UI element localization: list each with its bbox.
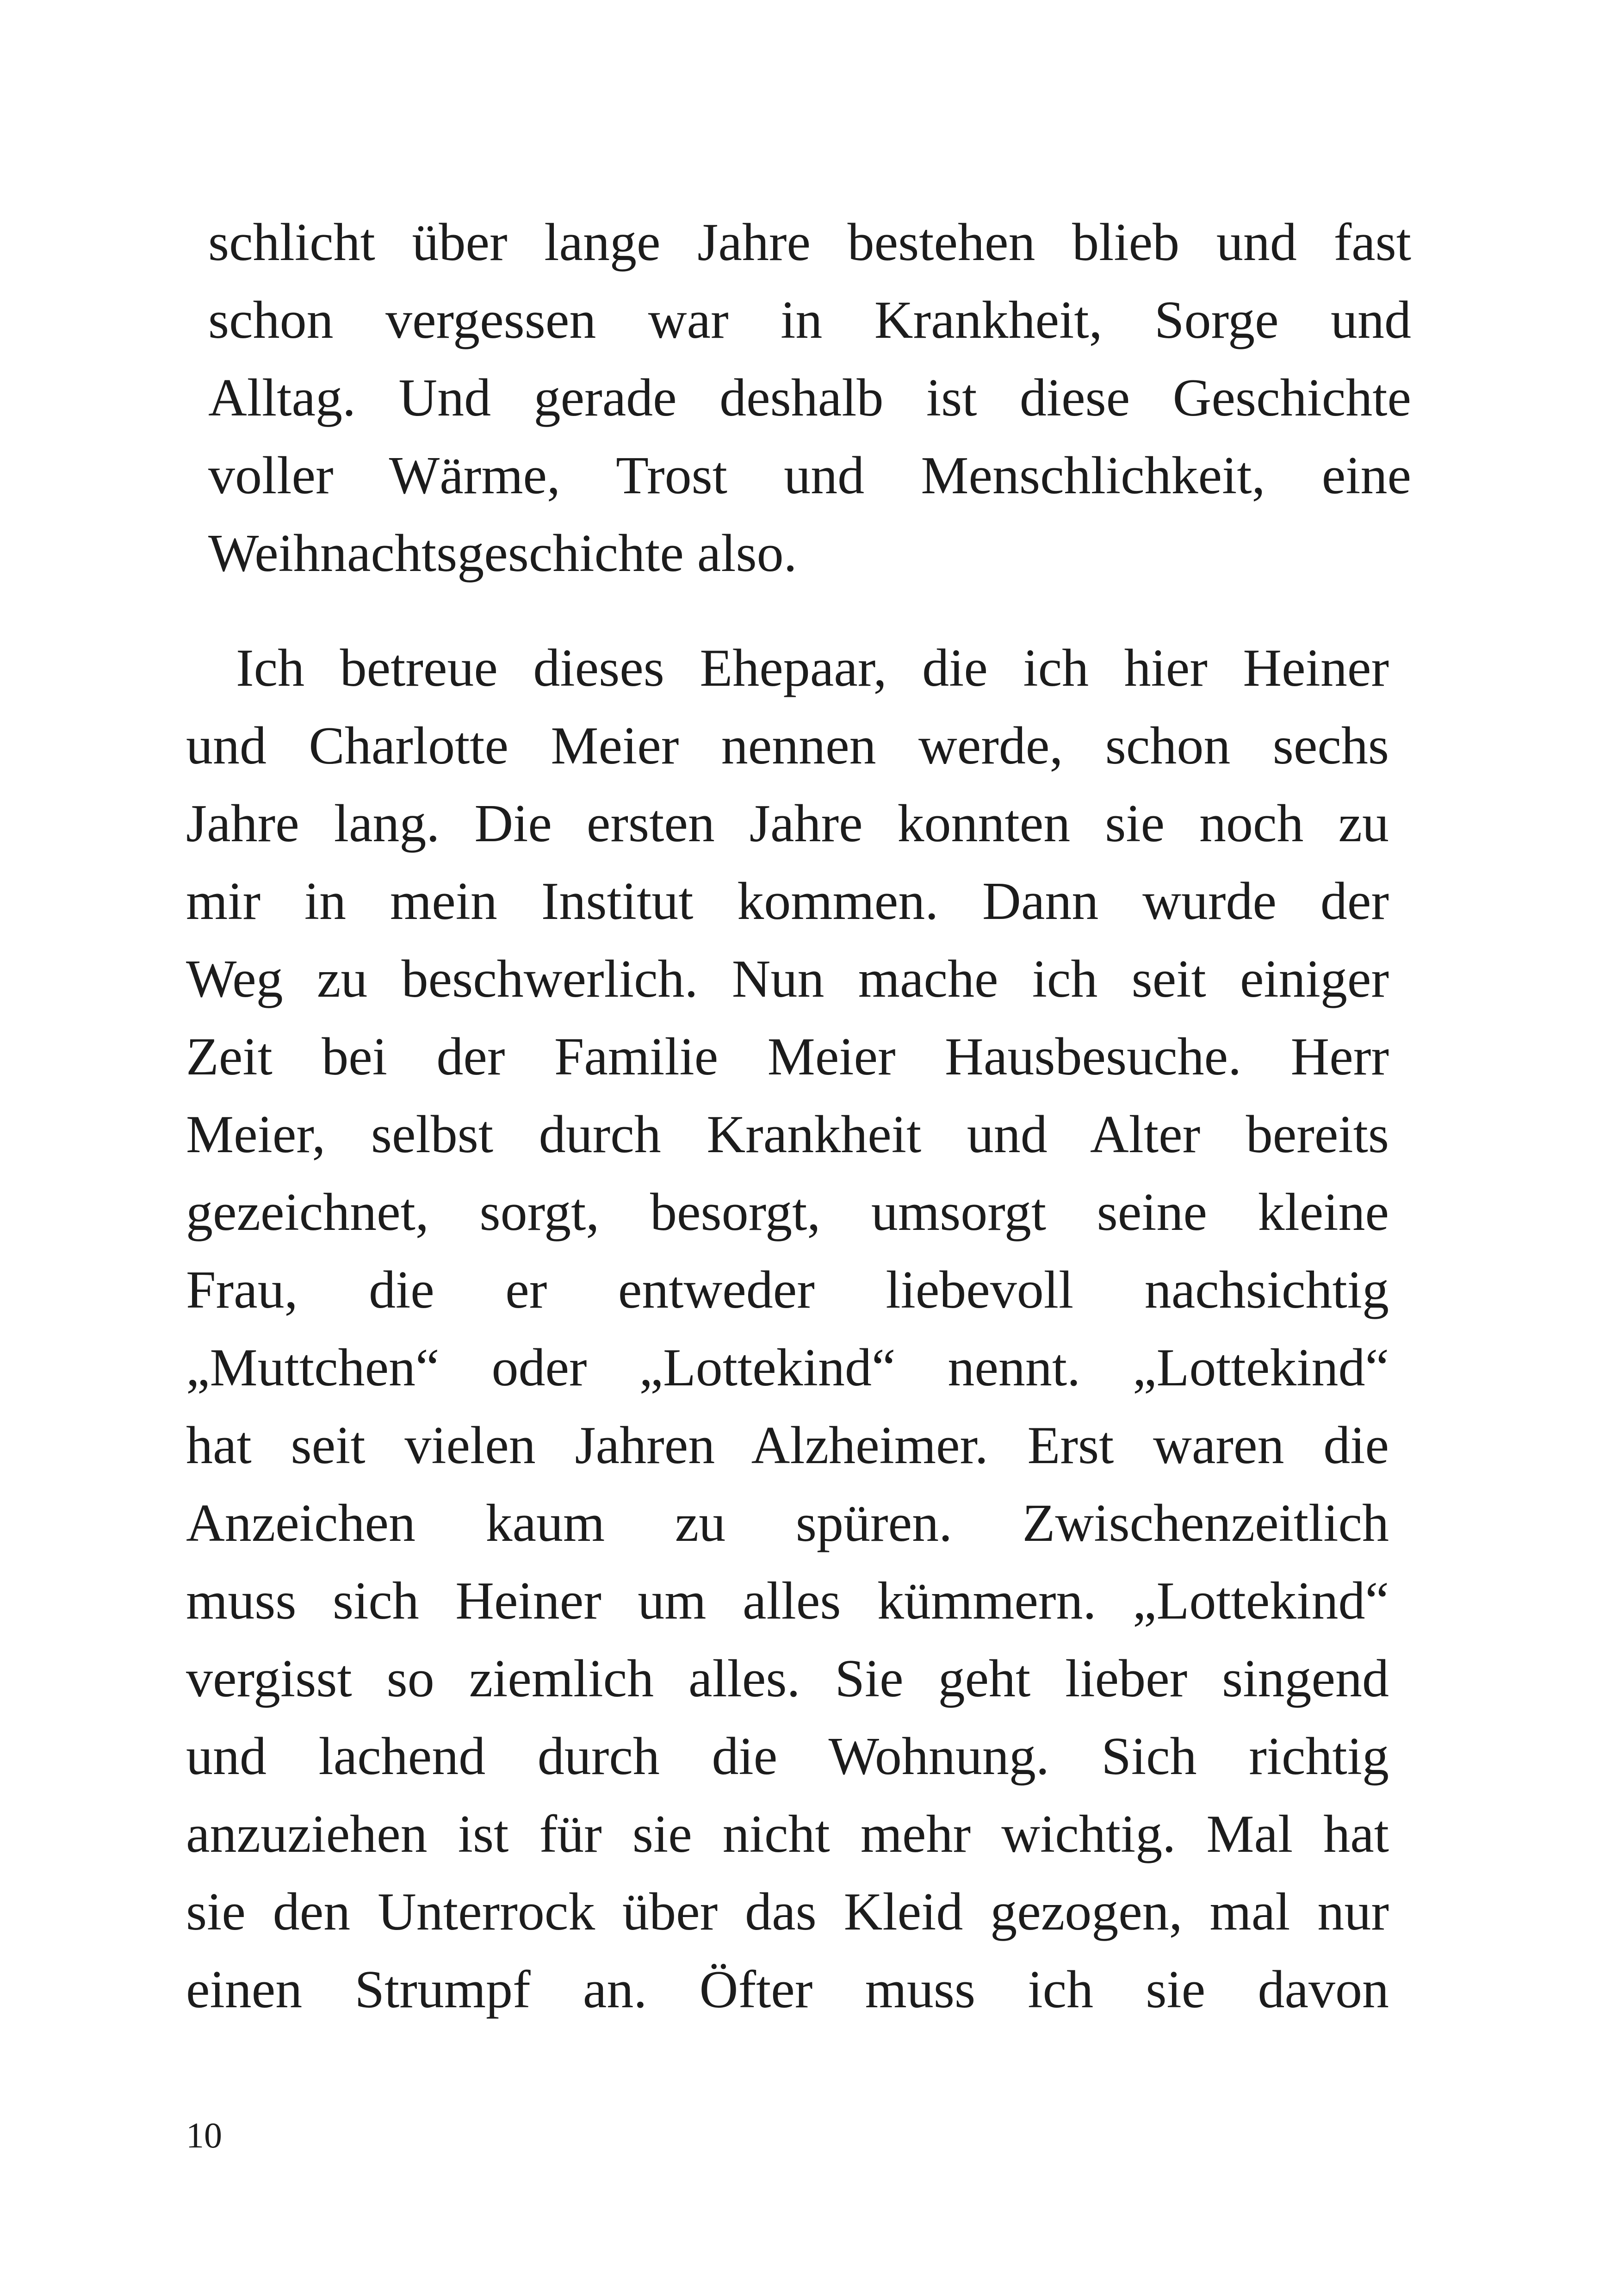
text-line: vergisst so ziemlich alles. Sie geht lieber singend [186,1649,1389,1708]
page-number: 10 [186,2115,222,2155]
text-line: Jahre lang. Die ersten Jahre konnten sie noch zu [186,794,1389,853]
text-line: mir in mein Institut kommen. Dann wurde der [186,872,1389,931]
paragraph-main [186,629,1389,2029]
text-line: einen Strumpf an. Öfter muss ich sie davon [186,1960,1389,2019]
text-line: und Charlotte Meier nennen werde, schon sechs [186,716,1389,776]
text-line: Ich betreue dieses Ehepaar, die ich hier Heiner [236,639,1389,698]
text-line: schlicht über lange Jahre bestehen blieb und fast [208,213,1411,272]
text-line: „Muttchen“ oder „Lottekind“ nennt. „Lottekind“ [186,1338,1389,1397]
text-line: Alltag. Und gerade deshalb ist diese Geschichte [208,368,1411,428]
text-line: und lachend durch die Wohnung. Sich richtig [186,1727,1389,1786]
text-line: Anzeichen kaum zu spüren. Zwischenzeitlich [186,1494,1389,1553]
text-line: schon vergessen war in Krankheit, Sorge und [208,291,1411,350]
text-line: Frau, die er entweder liebevoll nachsichtig [186,1260,1389,1320]
text-line: hat seit vielen Jahren Alzheimer. Erst waren die [186,1416,1389,1475]
text-line: voller Wärme, Trost und Menschlichkeit, eine [208,446,1411,505]
text-line: Zeit bei der Familie Meier Hausbesuche. Herr [186,1027,1389,1086]
text-line: gezeichnet, sorgt, besorgt, umsorgt seine kleine [186,1183,1389,1242]
text-line: Weg zu beschwerlich. Nun mache ich seit einiger [186,949,1389,1009]
text-line: Meier, selbst durch Krankheit und Alter bereits [186,1105,1389,1164]
text-line: Weihnachtsgeschichte also. [208,524,797,583]
text-line: sie den Unterrock über das Kleid gezogen, mal nur [186,1882,1389,1942]
text-line: muss sich Heiner um alles kümmern. „Lottekind“ [186,1571,1389,1631]
paragraph-continued [208,204,1411,592]
text-line: anzuziehen ist für sie nicht mehr wichtig. Mal hat [186,1805,1389,1864]
